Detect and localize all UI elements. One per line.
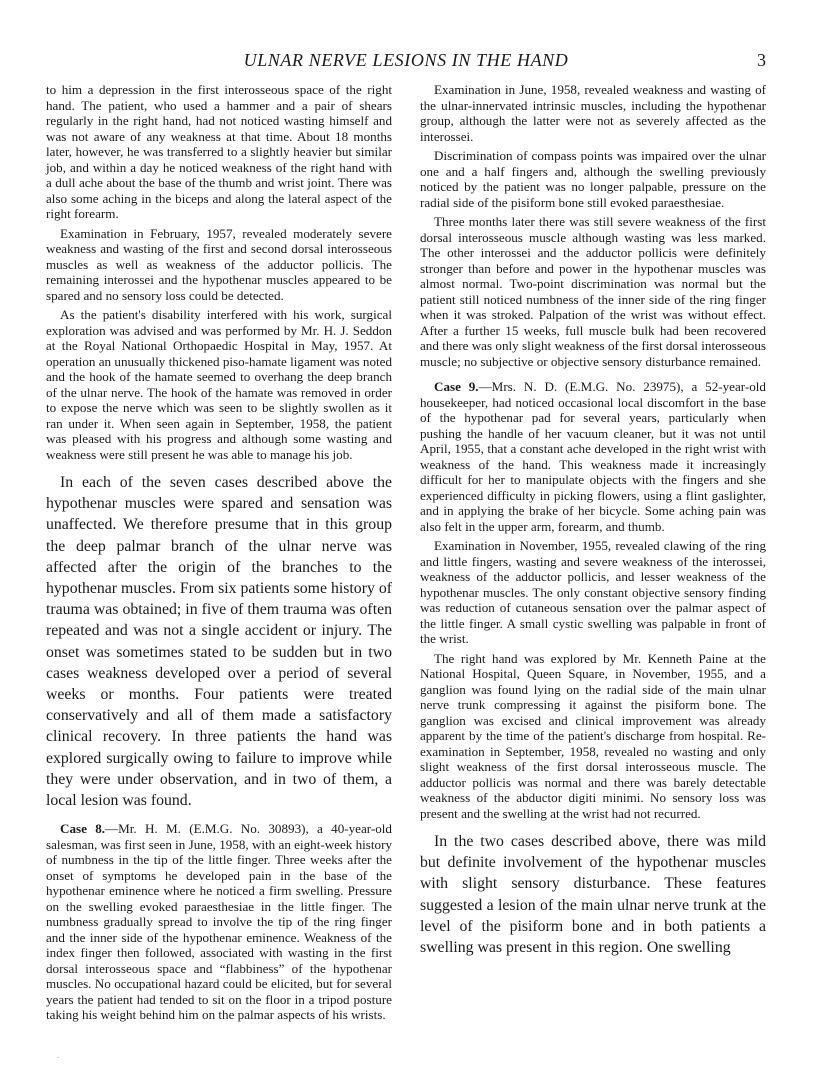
paragraph: Examination in June, 1958, revealed weakness and wasting of the ulnar-innervated intrinsic muscles, including the hypothenar group, although the latter were not as severely affected as the interossei. [420, 82, 766, 144]
summary-paragraph: In each of the seven cases described above the hypothenar muscles were spared and sensation was unaffected. We therefore presume that in this group the deep palmar branch of the ulnar nerve was affected after the origin of the branches to the hypothenar muscles. From six patients some history of trauma was obtained; in five of them trauma was often repeated and was not a single accident or injury. The onset was sometimes stated to be sudden but in two cases weakness developed over a period of several weeks or months. Four patients were treated conservatively and all of them made a satisfactory clinical recovery. In three patients the hand was explored surgically owing to failure to improve while they were under observation, and in two of them, a local lesion was found. [46, 474, 392, 810]
paragraph: As the patient's disability interfered with his work, surgical exploration was advised and was performed by Mr. H. J. Seddon at the Royal National Orthopaedic Hospital in May, 1957. At operation an unusually thickened piso-hamate ligament was noted and the hook of the hamate seemed to overhang the deep branch of the ulnar nerve. The hook of the hamate was removed in order to expose the nerve which was seen to be slightly swollen as it ran under it. When seen again in September, 1958, the patient was pleased with his progress and although some wasting and weakness were still present he was able to manage his job. [46, 307, 392, 462]
summary-paragraph: In the two cases described above, there was mild but definite involvement of the hypothenar muscles with slight sensory disturbance. These features suggested a lesion of the main ulnar nerve trunk at the level of the pisiform bone and in both patients a swelling was present in this region. One swelling [420, 833, 766, 957]
case-9-text: —Mrs. N. D. (E.M.G. No. 23975), a 52-year-old housekeeper, had noticed occasional local discomfort in the base of the hypothenar pad for several years, particularly when pushing the handle of her vacuum cleaner, but it was not until April, 1955, that a constant ache developed in the right wrist with weakness of the hand. This weakness made it increasingly difficult for her to manipulate objects with the fingers and she experienced difficulty in picking flowers, using a flint gaslighter, and in applying the brake of her bicycle. Some aching pain was also felt in the upper arm, forearm, and thumb. [420, 379, 766, 534]
page-mark: . [57, 1050, 60, 1060]
case-8-paragraph [46, 821, 392, 1023]
page-number: 3 [757, 50, 766, 70]
left-column [46, 82, 392, 1023]
case-9-paragraph [420, 379, 766, 534]
paragraph: The right hand was explored by Mr. Kenneth Paine at the National Hospital, Queen Square, in November, 1955, and a ganglion was found lying on the radial side of the main ulnar nerve trunk compressing it against the pisiform bone. The ganglion was excised and clinical improvement was already apparent by the time of the patient's discharge from hospital. Re-examination in September, 1958, revealed no wasting and only slight weakness of the first dorsal interosseous muscle. The adductor pollicis was normal and there was barely detectable weakness of the abductor digiti minimi. No sensory loss was present and the swelling at the wrist had not recurred. [420, 650, 766, 821]
page-header [46, 50, 766, 74]
paragraph: Examination in February, 1957, revealed moderately severe weakness and wasting of the first and second dorsal interosseous muscles as well as weakness of the adductor pollicis. The remaining interossei and the hypothenar muscles appeared to be spared and no sensory loss could be detected. [46, 225, 392, 303]
paragraph: to him a depression in the first interosseous space of the right hand. The patient, who used a hammer and a pair of shears regularly in the right hand, had not noticed wasting himself and was not aware of any weakness at that time. About 18 months later, however, he was transferred to a slightly heavier but similar job, and within a day he noticed weakness of the right hand with a dull ache about the base of the thumb and wrist joint. There was also some aching in the biceps and along the lateral aspect of the right forearm. [46, 82, 392, 221]
running-head: ULNAR NERVE LESIONS IN THE HAND [243, 50, 569, 70]
paragraph: Discrimination of compass points was impaired over the ulnar one and a half fingers and, although the swelling previously noticed by the patient was no longer palpable, pressure on the radial side of the pisiform bone still evoked paraesthesiae. [420, 148, 766, 210]
right-column [420, 82, 766, 958]
paragraph: Examination in November, 1955, revealed clawing of the ring and little fingers, wasting and severe weakness of the interossei, weakness of the adductor pollicis, and lesser weakness of the hypothenar muscles. The only constant objective sensory finding was reduction of cutaneous sensation over the palmar aspect of the little finger. A small cystic swelling was palpable in front of the wrist. [420, 538, 766, 646]
case-8-heading: Case 8. [60, 821, 106, 837]
paragraph: Three months later there was still severe weakness of the first dorsal interosseous muscle although wasting was less marked. The other interossei and the adductor pollicis were definitely stronger than before and power in the hypothenar muscles was almost normal. Two-point discrimination was normal but the patient still noticed numbness of the inner side of the ring finger when it was stroked. Palpation of the wrist was without effect. After a further 15 weeks, full muscle bulk had been recovered and there was only slight weakness of the first dorsal interosseous muscle; no subjective or objective sensory disturbance remained. [420, 214, 766, 369]
case-9-heading: Case 9. [434, 379, 479, 394]
case-8-text: —Mr. H. M. (E.M.G. No. 30893), a 40-year-old salesman, was first seen in June, 1958, with an eight-week history of numbness in the tip of the little finger. Three weeks after the onset of symptoms he developed pain in the base of the hypothenar eminence where he noticed a firm swelling. Pressure on the swelling evoked paraesthesiae in the little finger. The numbness gradually spread to involve the tip of the ring finger and the inner side of the hypothenar eminence. Weakness of the index finger then followed, associated with wasting in the first dorsal interosseous space and “flabbiness” of the hypothenar muscles. No occupational hazard could be elicited, but for several years the patient had tended to sit on the floor in a tripod posture taking his weight behind him on the palmar aspects of his wrists. [46, 821, 392, 1023]
